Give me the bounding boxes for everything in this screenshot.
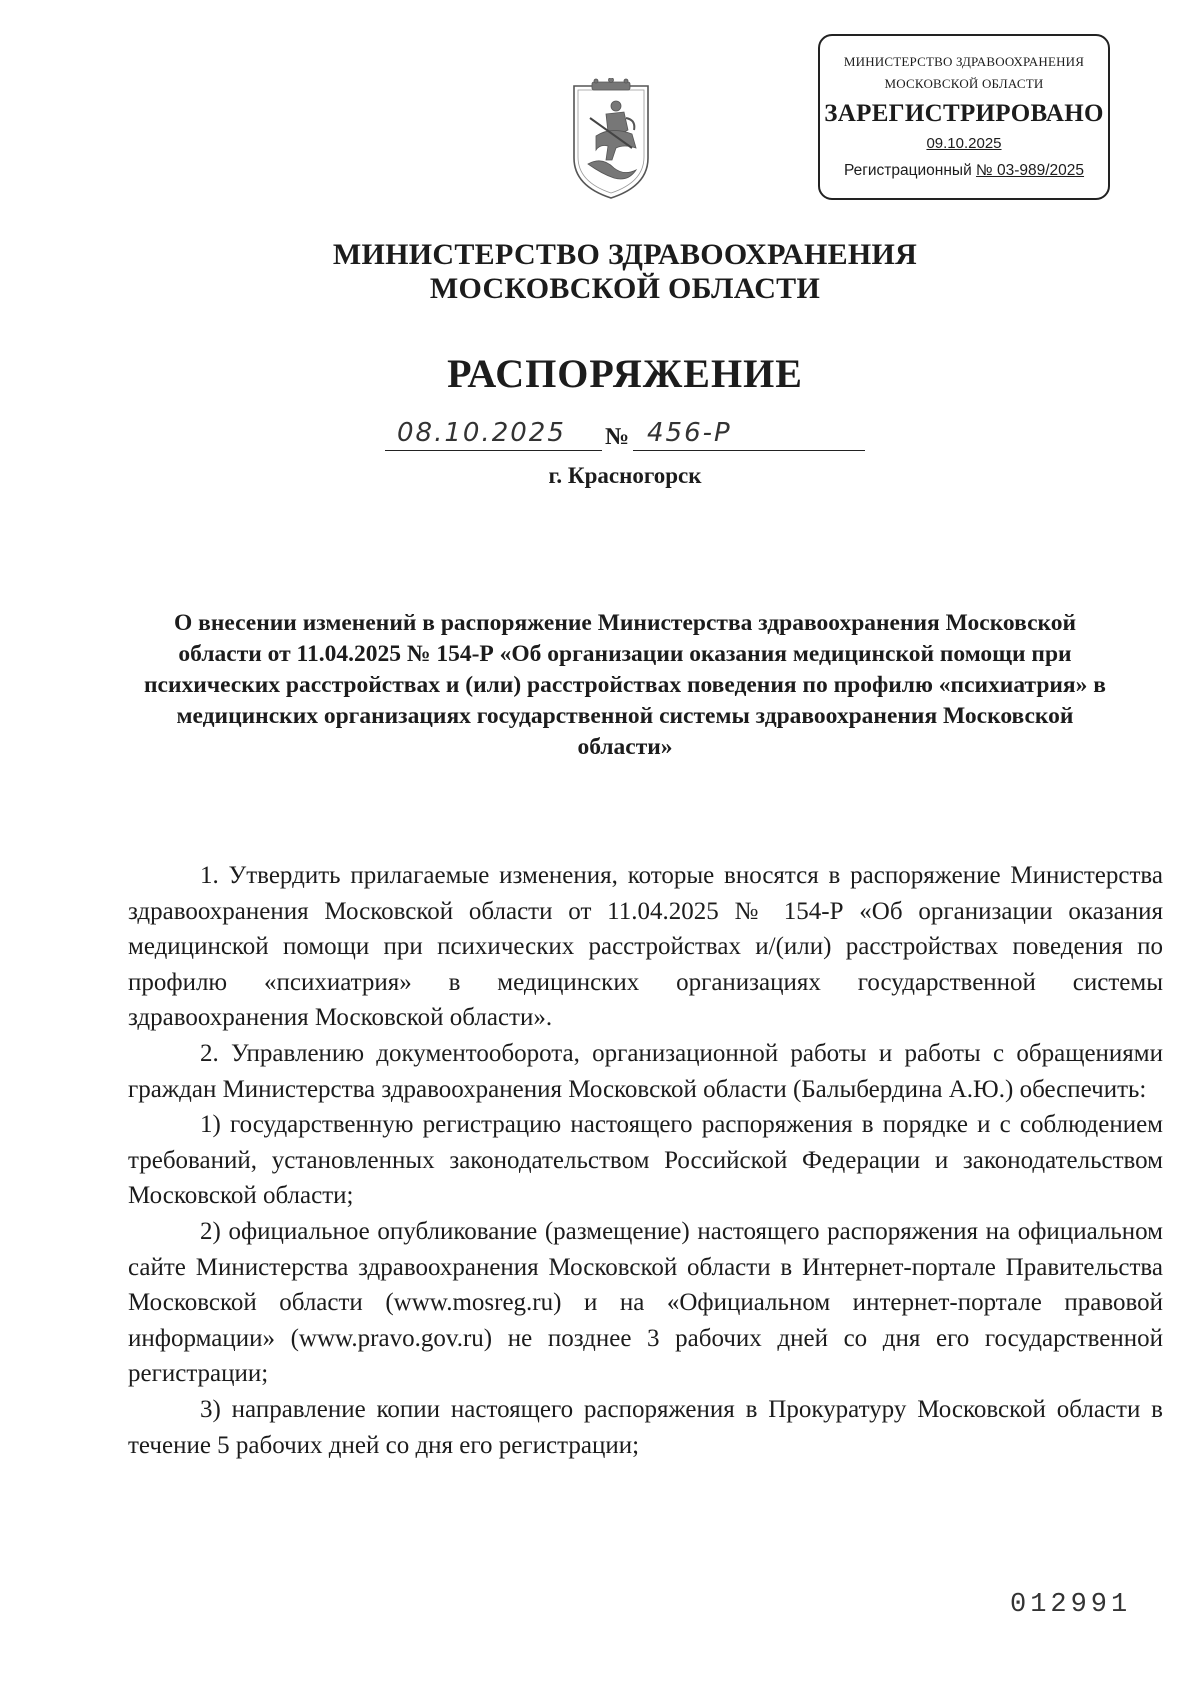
document-type: РАСПОРЯЖЕНИЕ (447, 351, 803, 396)
paragraph-2-2: 2) официальное опубликование (размещение) настоящего распоряжения на официальном сайте Министерства здравоохранения Московской области в Интернет-портале Правительства Московской области (www.mosreg.ru) и на «Официальном интернет-портале правовой информации» (www.pravo.gov.ru) не позднее 3 рабочих дней со дня его государственной регистрации; (128, 1217, 1163, 1388)
document-title: О внесении изменений в распоряжение Министерства здравоохранения Московской области от 11.04.2025 № 154-Р «Об организации оказания медицинской помощи при психических расстройствах и (или) расстройствах поведения по профилю «психиатрия» в медицинских организациях государственной системы здравоохранения Московской области» (144, 610, 1106, 760)
stamp-reg-prefix: Регистрационный (843, 162, 977, 179)
city: г. Красногорск (548, 463, 702, 488)
stamp-reg-number: № 03-989/2025 (976, 162, 1085, 179)
ministry-line2: МОСКОВСКОЙ ОБЛАСТИ (429, 272, 821, 305)
stamp-registration-number (820, 162, 1108, 180)
paragraph-2-1: 1) государственную регистрацию настоящего распоряжения в порядке и с соблюдением требований, установленных законодательством Российской Федерации и законодательством Московской области; (128, 1111, 1163, 1210)
ministry-name (0, 238, 1200, 306)
date-underline (385, 450, 602, 451)
number-sign: № (605, 424, 630, 450)
document-body (128, 858, 1163, 1463)
paragraph-2: 2. Управлению документооборота, организационной работы и работы с обращениями граждан Министерства здравоохранения Московской области (Балыбердина А.Ю.) обеспечить: (128, 1039, 1163, 1103)
paragraph-2-3: 3) направление копии настоящего распоряжения в Прокуратуру Московской области в течение 5 рабочих дней со дня его регистрации; (128, 1395, 1163, 1459)
number-underline (633, 450, 865, 451)
page-number: 012991 (1010, 1590, 1132, 1620)
stamp-date: 09.10.2025 (926, 135, 1002, 152)
paragraph-1: 1. Утвердить прилагаемые изменения, которые вносятся в распоряжение Министерства здравоохранения Московской области от 11.04.2025 № 154-Р «Об организации оказания медицинской помощи при психических расстройствах и/(или) расстройствах поведения по профилю «психиатрия» в медицинских организациях государственной системы здравоохранения Московской области». (128, 862, 1163, 1032)
stamp-ministry-line2: МОСКОВСКОЙ ОБЛАСТИ (884, 76, 1044, 91)
date-number-row (385, 420, 865, 460)
moscow-region-coat-of-arms-icon (566, 78, 656, 200)
handwritten-number: 456-Р (647, 418, 732, 448)
handwritten-date: 08.10.2025 (397, 418, 566, 448)
registration-stamp (818, 34, 1110, 200)
stamp-ministry-line1: МИНИСТЕРСТВО ЗДРАВООХРАНЕНИЯ (843, 54, 1085, 69)
ministry-line1: МИНИСТЕРСТВО ЗДРАВООХРАНЕНИЯ (332, 238, 918, 271)
stamp-status: ЗАРЕГИСТРИРОВАНО (824, 100, 1104, 127)
